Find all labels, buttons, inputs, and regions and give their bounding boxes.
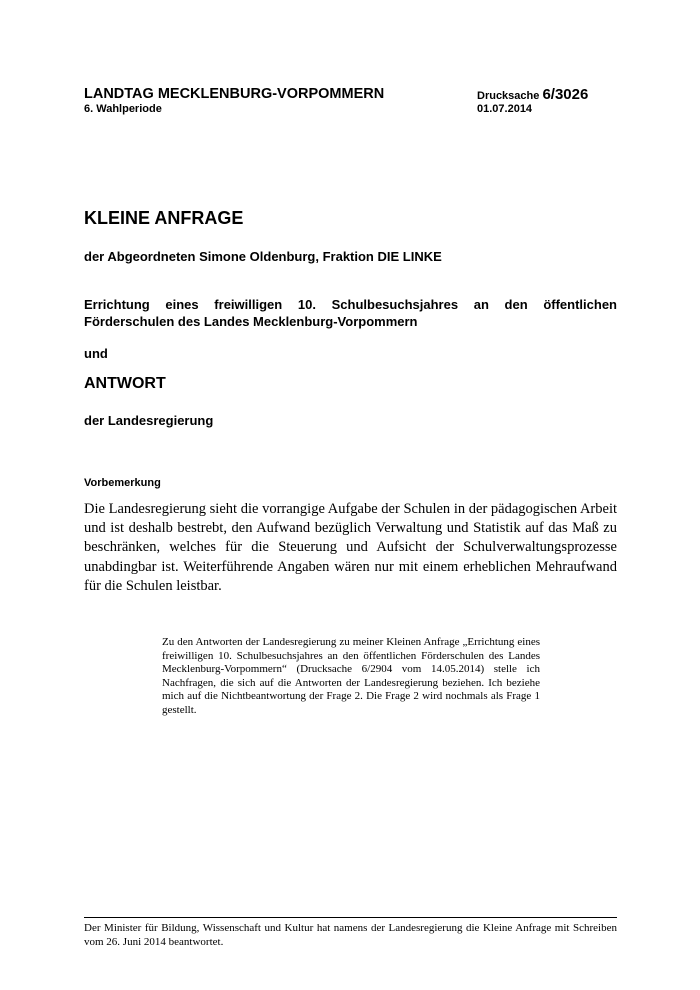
parliament-name: LANDTAG MECKLENBURG-VORPOMMERN	[84, 86, 385, 102]
document-number-label: Drucksache	[477, 90, 540, 102]
footer-divider	[84, 917, 617, 918]
inquiry-type-title: KLEINE ANFRAGE	[84, 208, 244, 228]
document-date: 01.07.2014	[477, 103, 533, 115]
inquiry-subject-line-1: Errichtung eines freiwilligen 10. Schulbesuchsjahres an den öffentlichen	[84, 297, 617, 312]
preliminary-remark-text: Die Landesregierung sieht die vorrangige Aufgabe der Schulen in der pädagogischen Arbeit und ist deshalb bestrebt, den Aufwand bezüglich Verwaltung und Statistik auf das Maß zu beschränken, welches für die Steuerung und Aufsicht der Schulverwaltungsprozesse unabdingbar ist. Weiterführende Angaben wären nur mit einem erheblichen Mehraufwand für die Schulen leistbar.	[84, 501, 617, 594]
connector-text: und	[84, 346, 108, 361]
inquiry-subject	[84, 296, 617, 330]
inquiry-authors: der Abgeordneten Simone Oldenburg, Fraktion DIE LINKE	[84, 249, 442, 264]
answer-title: ANTWORT	[84, 375, 166, 392]
document-number	[477, 86, 588, 103]
preliminary-remark-heading: Vorbemerkung	[84, 477, 161, 489]
document-number-value: 6/3026	[542, 86, 589, 103]
inquiry-quote: Zu den Antworten der Landesregierung zu meiner Kleinen Anfrage „Errichtung eines freiwilligen 10. Schulbesuchsjahres an den öffentlichen Förderschulen des Landes Mecklenburg-Vorpommern“ (Drucksache 6/2904 vom 14.05.2014) stelle ich Nachfragen, die sich auf die Antworten der Landesregierung beziehen. Ich beziehe mich auf die Nichtbeantwortung der Frage 2. Die Frage 2 wird nochmals als Frage 1 gestellt.	[162, 636, 540, 716]
answer-by: der Landesregierung	[84, 413, 214, 428]
footer-note: Der Minister für Bildung, Wissenschaft und Kultur hat namens der Landesregierung die Kleine Anfrage mit Schreiben vom 26. Juni 2014 beantwortet.	[84, 922, 617, 948]
legislative-period: 6. Wahlperiode	[84, 103, 162, 115]
inquiry-subject-line-2: Förderschulen des Landes Mecklenburg-Vorpommern	[84, 314, 418, 329]
